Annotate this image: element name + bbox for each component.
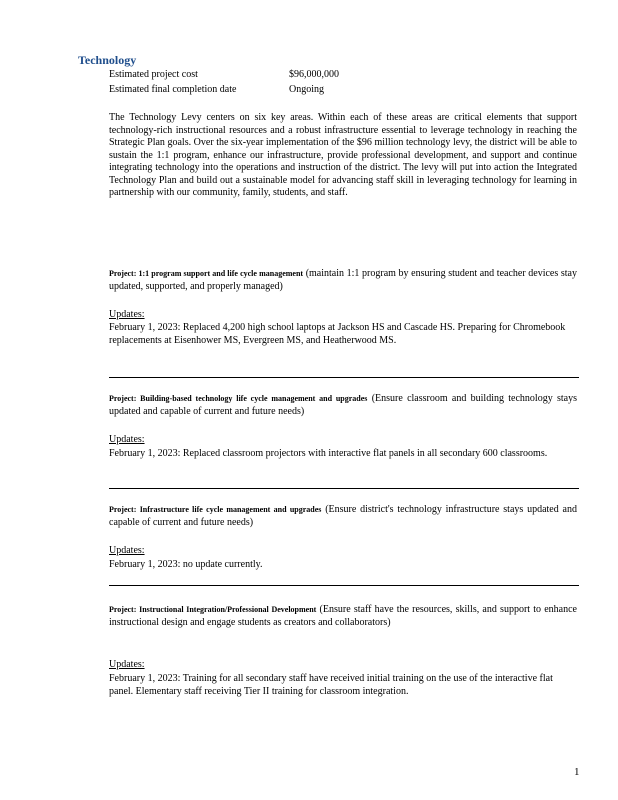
divider [109, 488, 579, 489]
project-label: Project: 1:1 program support and life cycle management [109, 269, 304, 278]
divider [109, 377, 579, 378]
updates-label: Updates: [109, 434, 145, 445]
project-label: Project: Infrastructure life cycle management and upgrades [109, 505, 322, 514]
project-2 [109, 393, 577, 418]
project-1 [109, 268, 577, 293]
project-desc: (maintain 1:1 program by ensuring student and teacher devices stay updated, supported, and properly managed) [109, 268, 577, 292]
updates-label: Updates: [109, 545, 145, 556]
updates-label: Updates: [109, 659, 145, 670]
meta-row-cost [109, 69, 339, 80]
project-4 [109, 604, 577, 629]
project-desc: (Ensure staff have the resources, skills, and support to enhance instructional design and engage students as creators and collaborators) [109, 604, 577, 628]
project-3 [109, 504, 577, 529]
update-text: February 1, 2023: Training for all secondary staff have received initial training on the use of the interactive flat panel. Elementary staff receiving Tier II training for classroom integration. [109, 673, 553, 697]
project-label: Project: Building-based technology life cycle management and upgrades [109, 394, 368, 403]
project-label: Project: Instructional Integration/Professional Development [109, 605, 317, 614]
project-desc: (Ensure classroom and building technology stays updated and capable of current and future needs) [109, 393, 578, 417]
meta-value: Ongoing [289, 84, 324, 95]
meta-label: Estimated project cost [109, 69, 198, 80]
project-desc: (Ensure district's technology infrastructure stays updated and capable of current and future needs) [109, 504, 577, 528]
updates-label: Updates: [109, 309, 145, 320]
divider [109, 585, 579, 586]
update-text: February 1, 2023: Replaced classroom projectors with interactive flat panels in all secondary 600 classrooms. [109, 448, 548, 459]
intro-paragraph: The Technology Levy centers on six key areas. Within each of these areas are critical elements that support technology-rich instructional resources and a robust infrastructure essential to leverage technology in reaching the Strategic Plan goals. Over the six-year implementation of the $96 million technology levy, the district will be able to sustain the 1:1 program, enhance our infrastructure, provide professional development, and support and continue integrating technology into the operations and instruction of the district. The levy will put into action the Integrated Technology Plan and build out a sustainable model for advancing staff skill in leveraging technology for learning in partnership with our community, family, students, and staff. [109, 112, 577, 198]
update-text: February 1, 2023: no update currently. [109, 559, 263, 570]
meta-label: Estimated final completion date [109, 84, 237, 95]
page-number: 1 [574, 766, 580, 778]
meta-row-completion [109, 84, 324, 95]
update-text: February 1, 2023: Replaced 4,200 high school laptops at Jackson HS and Cascade HS. Preparing for Chromebook replacements at Eisenhower MS, Evergreen MS, and Heatherwood MS. [109, 322, 566, 346]
meta-value: $96,000,000 [289, 69, 339, 80]
section-heading: Technology [78, 53, 137, 67]
